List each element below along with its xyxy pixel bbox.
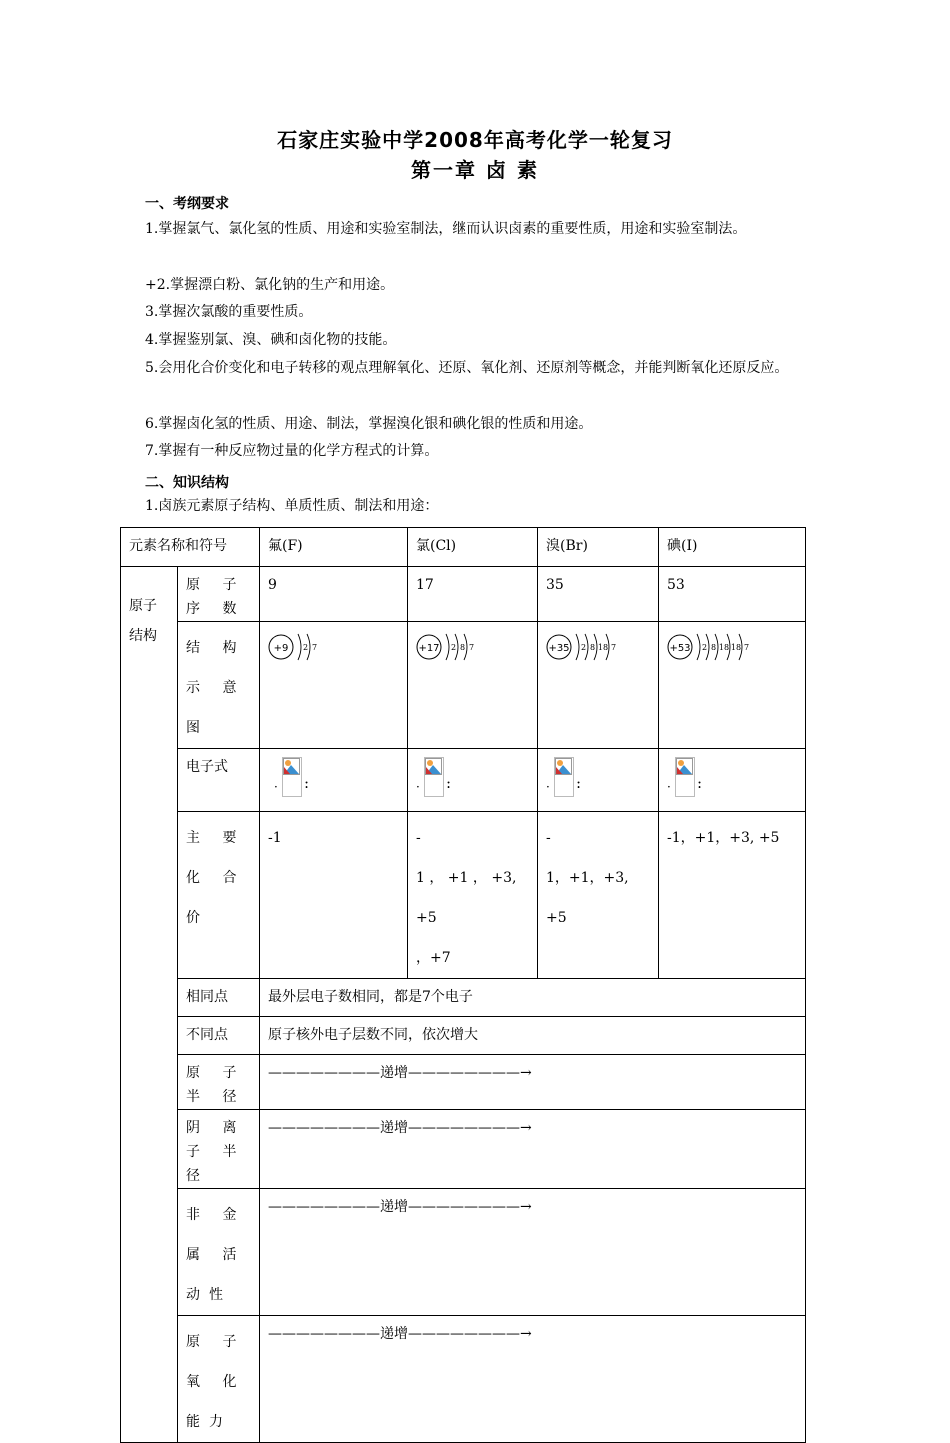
nucleus-charge: +35 <box>548 643 570 654</box>
group-label-atomic-structure: 原子结构 <box>121 567 178 1443</box>
electron-formula-i <box>659 749 806 812</box>
shell-electron-count: 7 <box>743 643 750 652</box>
header-bromine: 溴(Br) <box>538 528 659 567</box>
valence-f: -1 <box>260 812 408 979</box>
header-chlorine: 氯(Cl) <box>408 528 538 567</box>
valence-cl: - 1 ， +1 ， +3, +5 ，+7 <box>408 812 538 979</box>
header-element-name: 元素名称和符号 <box>121 528 260 567</box>
diff-value: 原子核外电子层数不同，依次增大 <box>260 1017 806 1055</box>
atom-diagram-f <box>268 632 338 666</box>
requirement-item-3: 3.掌握次氯酸的重要性质。 <box>145 304 313 320</box>
shell-electron-count: 2 <box>302 643 309 652</box>
same-value: 最外层电子数相同，都是7个电子 <box>260 979 806 1017</box>
row-label-oxidizing: 原 子 氧 化能力 <box>178 1316 260 1443</box>
atom-diagram-i <box>667 632 787 666</box>
shell-electron-count: 18 <box>718 643 730 652</box>
nucleus-charge: +9 <box>273 643 289 654</box>
row-label-electron-formula: 电子式 <box>178 749 260 812</box>
header-iodine: 碘(I) <box>659 528 806 567</box>
shell-electron-count: 18 <box>597 643 609 652</box>
table-intro: 1.卤族元素原子结构、单质性质、制法和用途： <box>145 498 439 514</box>
electron-shell-arc <box>298 634 301 660</box>
image-placeholder-icon <box>555 758 572 775</box>
electron-formula-br <box>538 749 659 812</box>
nucleus-charge: +53 <box>669 643 691 654</box>
row-label-valence: 主 要 化 合价 <box>178 812 260 979</box>
image-placeholder-icon <box>425 758 442 775</box>
electron-shell-arc <box>697 634 700 660</box>
requirement-item-6: 6.掌握卤化氢的性质、用途、制法，掌握溴化银和碘化银的性质和用途。 <box>145 416 593 432</box>
shell-electron-count: 2 <box>450 643 457 652</box>
nucleus-charge: +17 <box>418 643 440 654</box>
shell-electron-count: 8 <box>459 643 466 652</box>
requirement-item-2: +2.掌握漂白粉、氯化钠的生产和用途。 <box>145 277 395 293</box>
row-label-structure: 结 构 示 意图 <box>178 622 260 749</box>
row-label-nonmetal: 非 金 属 活动性 <box>178 1189 260 1316</box>
atomic-number-i: 53 <box>659 567 806 622</box>
valence-br: - 1，+1，+3, +5 <box>538 812 659 979</box>
section-heading-structure: 二、知识结构 <box>145 475 229 491</box>
atomic-number-br: 35 <box>538 567 659 622</box>
row-label-same: 相同点 <box>178 979 260 1017</box>
halogen-table <box>120 527 806 1443</box>
atom-diagram-cl <box>416 632 506 666</box>
trend-atomic-radius: ————————递增————————→ <box>260 1055 806 1110</box>
trend-anion-radius: ————————递增————————→ <box>260 1110 806 1189</box>
atomic-number-cl: 17 <box>408 567 538 622</box>
structure-diagram-f <box>260 622 408 749</box>
electron-formula-image-br: · : <box>546 757 586 797</box>
electron-formula-image-cl: · : <box>416 757 456 797</box>
image-placeholder-icon <box>676 758 693 775</box>
shell-electron-count: 7 <box>311 643 318 652</box>
atom-diagram-br <box>546 632 656 666</box>
electron-formula-image-f: · : <box>274 757 314 797</box>
shell-electron-count: 7 <box>468 643 475 652</box>
section-heading-requirements: 一、考纲要求 <box>145 196 229 212</box>
shell-electron-count: 8 <box>710 643 717 652</box>
atomic-number-f: 9 <box>260 567 408 622</box>
document-title: 石家庄实验中学2008年高考化学一轮复习 <box>277 128 673 152</box>
shell-electron-count: 2 <box>701 643 708 652</box>
shell-electron-count: 2 <box>580 643 587 652</box>
valence-i: -1，+1，+3, +5 <box>659 812 806 979</box>
electron-shell-arc <box>576 634 579 660</box>
structure-diagram-cl <box>408 622 538 749</box>
row-label-anion-radius: 阴 离 子 半径 <box>178 1110 260 1189</box>
row-label-diff: 不同点 <box>178 1017 260 1055</box>
image-placeholder-icon <box>283 758 300 775</box>
shell-electron-count: 7 <box>610 643 617 652</box>
requirement-item-1: 1.掌握氯气、氯化氢的性质、用途和实验室制法，继而认识卤素的重要性质，用途和实验室制法。 <box>145 221 747 237</box>
structure-diagram-i <box>659 622 806 749</box>
structure-diagram-br <box>538 622 659 749</box>
header-fluorine: 氟(F) <box>260 528 408 567</box>
requirement-item-7: 7.掌握有一种反应物过量的化学方程式的计算。 <box>145 443 439 459</box>
row-label-atomic-number: 原 子 序 数 <box>178 567 260 622</box>
row-label-atomic-radius: 原 子 半 径 <box>178 1055 260 1110</box>
shell-electron-count: 18 <box>730 643 742 652</box>
electron-formula-f <box>260 749 408 812</box>
shell-electron-count: 8 <box>589 643 596 652</box>
trend-nonmetal: ————————递增————————→ <box>260 1189 806 1316</box>
electron-formula-cl <box>408 749 538 812</box>
requirement-item-4: 4.掌握鉴别氯、溴、碘和卤化物的技能。 <box>145 332 397 348</box>
electron-shell-arc <box>446 634 449 660</box>
requirement-item-5: 5.会用化合价变化和电子转移的观点理解氧化、还原、氧化剂、还原剂等概念，并能判断氧化还原反应。 <box>145 360 789 376</box>
electron-formula-image-i: · : <box>667 757 707 797</box>
trend-oxidizing: ————————递增————————→ <box>260 1316 806 1443</box>
chapter-title: 第一章 卤 素 <box>411 158 539 182</box>
